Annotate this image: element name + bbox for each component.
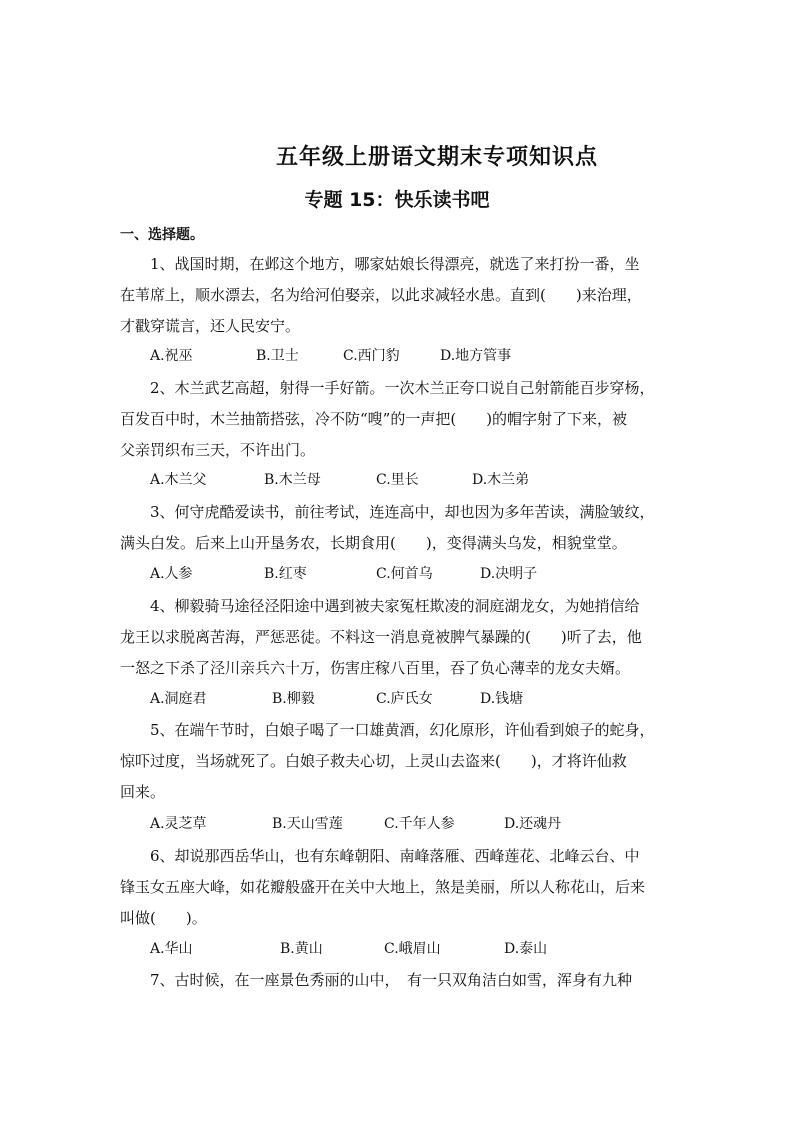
question-1-line-3: 才戳穿谎言，还人民安宁。 [120, 317, 301, 335]
question-2-option-b: B.木兰母 [264, 472, 321, 488]
question-2-option-c: C.里长 [376, 472, 419, 488]
question-4-option-a: A.洞庭君 [150, 691, 207, 707]
question-4-line-2: 龙王以求脱离苦海，严惩恶徒。不料这一消息竟被脾气暴躁的( )听了去，他 [120, 628, 642, 646]
question-5-option-c: C.千年人参 [384, 816, 455, 832]
question-4-option-d: D.钱塘 [480, 691, 524, 707]
question-2-line-1: 2、木兰武艺高超，射得一手好箭。一次木兰正夸口说自己射箭能百步穿杨， [150, 379, 655, 397]
question-4-option-b: B.柳毅 [272, 691, 315, 707]
question-5-option-a: A.灵芝草 [150, 816, 207, 832]
question-1-option-a: A.祝巫 [150, 348, 193, 364]
question-3-line-1: 3、何守虎酷爱读书，前往考试，连连高中，却也因为多年苦读，满脸皱纹， [150, 503, 655, 521]
question-6-option-a: A.华山 [150, 941, 193, 957]
question-5-option-b: B.天山雪莲 [272, 816, 343, 832]
question-3-option-c: C.何首乌 [376, 566, 433, 582]
question-6-line-3: 叫做( )。 [120, 909, 207, 927]
question-2-option-d: D.木兰弟 [472, 472, 530, 488]
question-2-option-a: A.木兰父 [150, 472, 207, 488]
question-1-option-c: C.西门豹 [343, 348, 400, 364]
question-6-line-2: 锋玉女五座大峰，如花瓣般盛开在关中大地上，煞是美丽，所以人称花山，后来 [120, 878, 646, 896]
question-1-line-2: 在苇席上，顺水漂去，名为给河伯娶亲，以此求减轻水患。直到( )来治理， [120, 286, 642, 304]
question-6-option-b: B.黄山 [280, 941, 323, 957]
question-5-line-3: 回来。 [120, 783, 166, 801]
question-5-option-d: D.还魂丹 [504, 816, 562, 832]
question-1-option-b: B.卫士 [256, 348, 299, 364]
question-6-option-d: D.泰山 [504, 941, 548, 957]
page-subtitle: 专题 15：快乐读书吧 [304, 189, 490, 211]
question-4-option-c: C.庐氏女 [376, 691, 433, 707]
question-1-line-1: 1、战国时期，在邺这个地方，哪家姑娘长得漂亮，就选了来打扮一番，坐 [150, 255, 640, 273]
question-3-line-2: 满头白发。后来上山开垦务农，长期食用( )，变得满头乌发，相貌堂堂。 [120, 534, 627, 552]
question-3-option-a: A.人参 [150, 566, 193, 582]
question-6-line-1: 6、却说那西岳华山，也有东峰朝阳、南峰落雁、西峰莲花、北峰云台、中 [150, 847, 640, 865]
question-2-line-2: 百发百中时，木兰抽箭搭弦，冷不防“嗖”的一声把( )的帽字射了下来，被 [120, 410, 628, 428]
question-7-line-1: 7、古时候，在一座景色秀丽的山中， 有一只双角洁白如雪，浑身有九种 [150, 971, 633, 989]
question-4-line-3: 一怒之下杀了泾川亲兵六十万，伤害庄稼八百里，吞了负心薄幸的龙女夫婿。 [120, 659, 631, 677]
question-5-line-1: 5、在端午节时，白娘子喝了一口雄黄酒，幻化原形，许仙看到娘子的蛇身， [150, 721, 655, 739]
page-title: 五年级上册语文期末专项知识点 [275, 145, 598, 170]
question-2-line-3: 父亲罚织布三天，不许出门。 [120, 441, 316, 459]
question-4-line-1: 4、柳毅骑马途径泾阳途中遇到被夫家冤枉欺凌的洞庭湖龙女，为她捎信给 [150, 597, 640, 615]
question-6-option-c: C.峨眉山 [384, 941, 441, 957]
question-3-option-b: B.红枣 [264, 566, 307, 582]
section-heading: 一、选择题。 [120, 227, 204, 243]
question-3-option-d: D.决明子 [480, 566, 538, 582]
question-5-line-2: 惊吓过度，当场就死了。白娘子救夫心切，上灵山去盗来( )，才将许仙救 [120, 752, 627, 770]
question-1-option-d: D.地方管事 [440, 348, 512, 364]
